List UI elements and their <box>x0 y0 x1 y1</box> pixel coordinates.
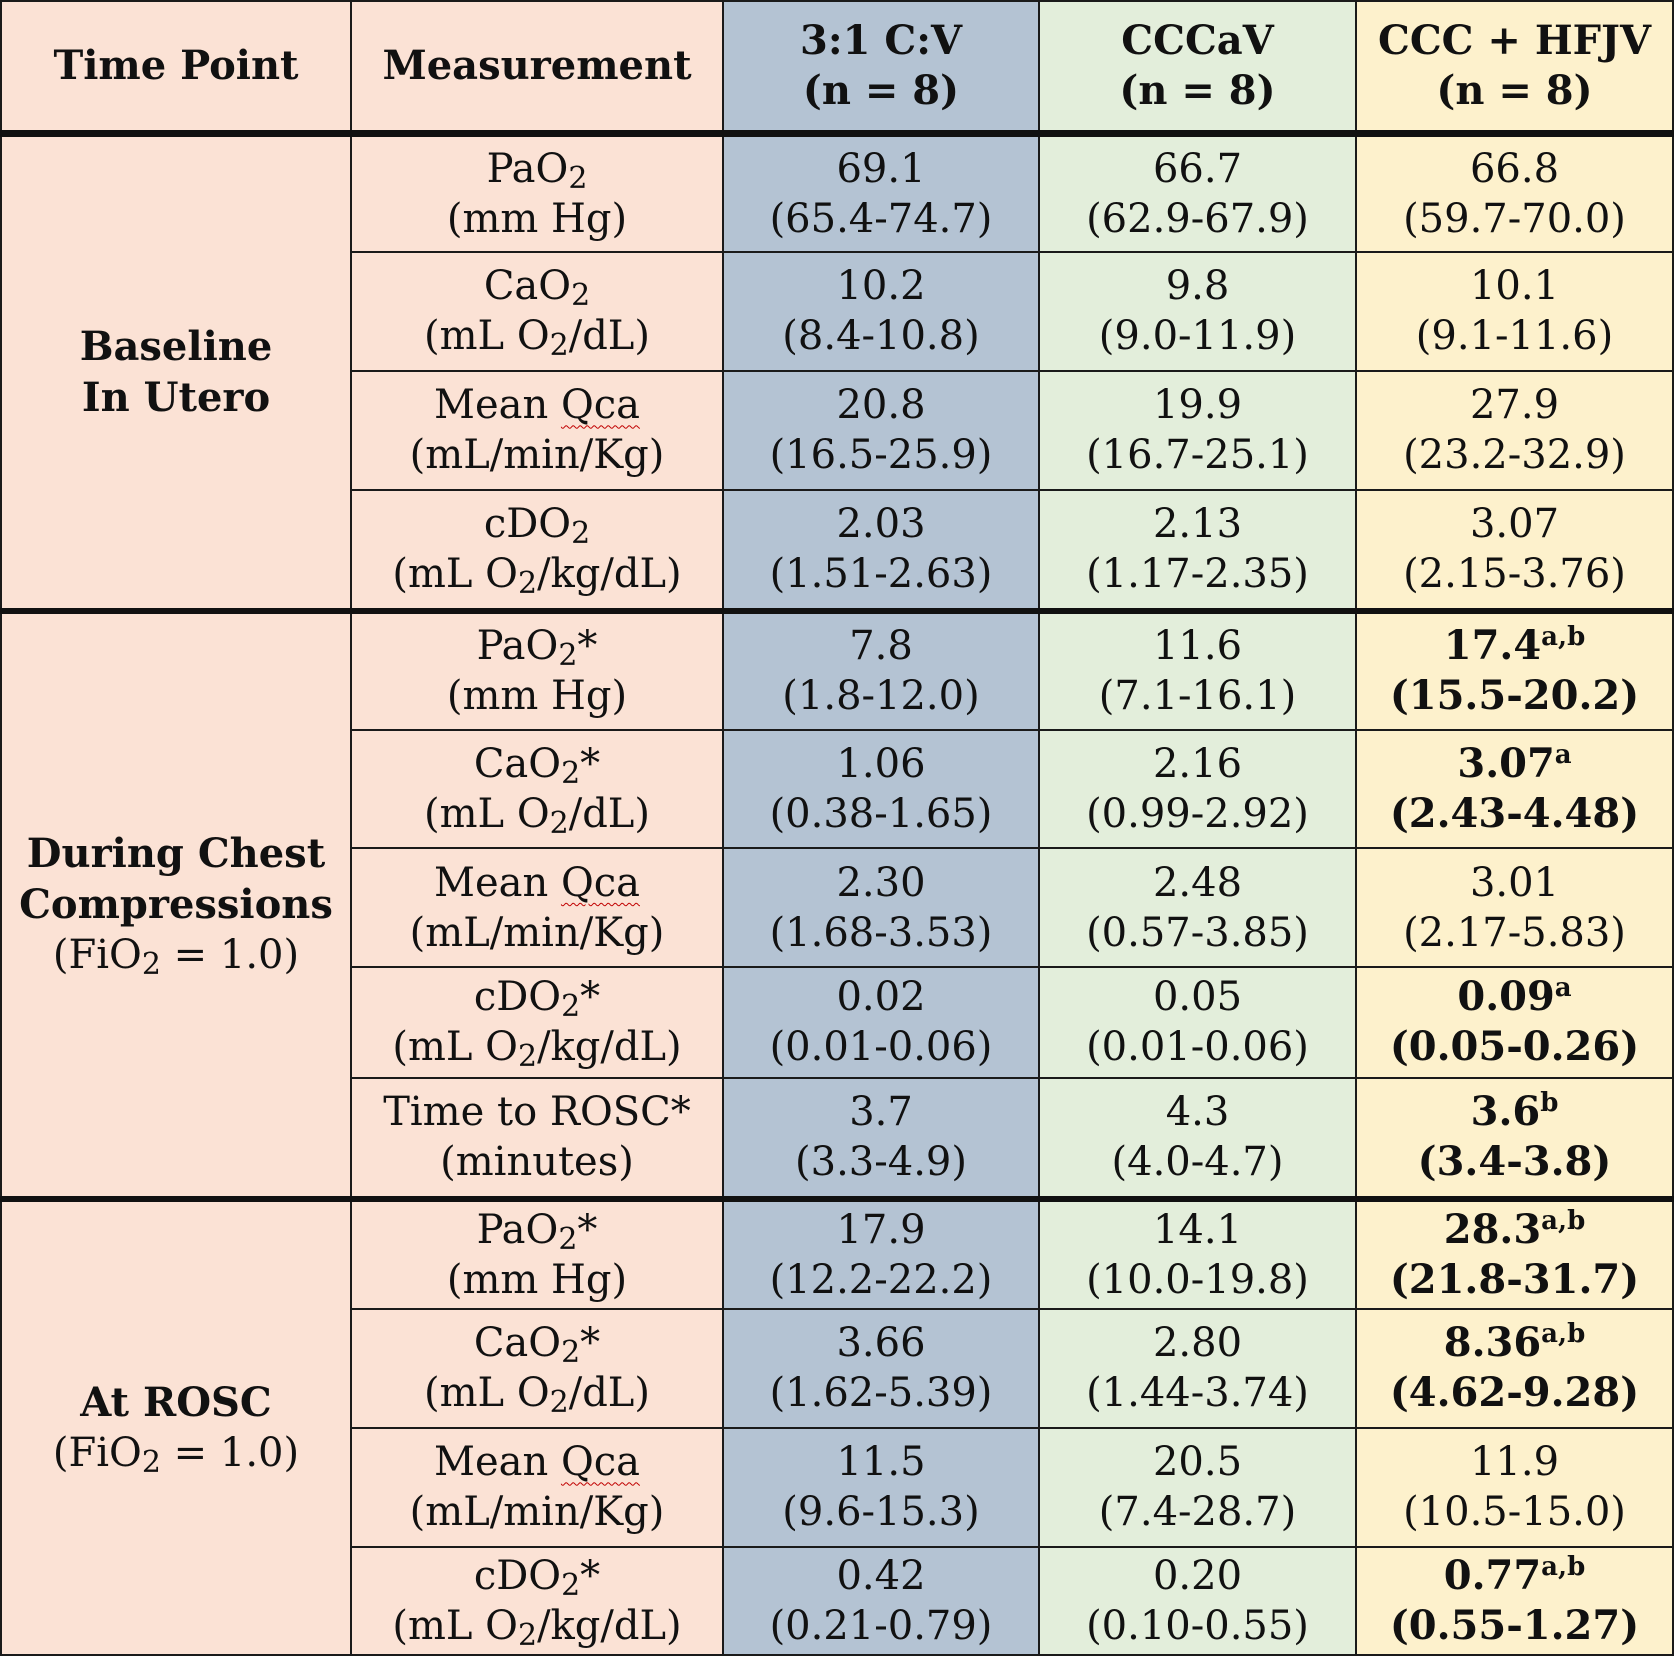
group-c-value <box>1356 730 1673 849</box>
group-b-value <box>1039 611 1356 730</box>
group-b-value <box>1039 1199 1356 1309</box>
median-value: 27.9 <box>1469 382 1560 429</box>
measurement-name: Mean Qca <box>434 382 640 429</box>
median-line <box>724 972 1038 1022</box>
measurement-name: cDO$_2$* <box>473 1552 601 1603</box>
median-value: 0.02 <box>836 974 926 1021</box>
iqr-value: (0.38-1.65) <box>769 790 993 837</box>
median-line <box>1040 1551 1355 1601</box>
iqr-value: (7.1-16.1) <box>1098 673 1297 720</box>
median-value: 19.9 <box>1152 382 1243 429</box>
group-a-value <box>723 967 1039 1077</box>
group-c-value <box>1356 967 1673 1077</box>
median-value: 11.6 <box>1152 623 1243 670</box>
iqr-value: (0.99-2.92) <box>1086 790 1309 837</box>
significance-marker: a <box>1554 739 1572 770</box>
group-b-value <box>1039 1547 1356 1655</box>
measurement-unit: (mm Hg) <box>446 195 628 242</box>
median-value: 7.8 <box>849 623 913 670</box>
median-value: 9.8 <box>1165 263 1230 310</box>
iqr-value: (65.4-74.7) <box>769 195 993 242</box>
median-line <box>724 499 1038 549</box>
median-value: 0.42 <box>836 1552 926 1599</box>
iqr-value: (1.44-3.74) <box>1086 1370 1309 1417</box>
significance-marker: a,b <box>1541 1205 1586 1236</box>
iqr-value: (1.68-3.53) <box>769 909 993 956</box>
iqr-value: (1.62-5.39) <box>769 1370 993 1417</box>
group-b-value <box>1039 730 1356 849</box>
group-a-value <box>723 730 1039 849</box>
measurement-unit: (mL $O_2/dL$) <box>424 1370 650 1421</box>
iqr-value: (10.5-15.0) <box>1403 1489 1626 1536</box>
group-c-value <box>1356 1199 1673 1309</box>
measurement-name: Mean Qca <box>434 859 640 906</box>
measurement-unit: (mm Hg) <box>446 673 628 720</box>
group-b-value <box>1039 967 1356 1077</box>
significance-marker: b <box>1540 1088 1559 1119</box>
measurement-cell <box>351 490 723 611</box>
iqr-value: (0.01-0.06) <box>1086 1024 1309 1071</box>
median-line <box>1040 1205 1355 1255</box>
group-a-value <box>723 848 1039 967</box>
measurement-name: Time to ROSC* <box>383 1089 691 1136</box>
iqr-value: (8.4-10.8) <box>782 313 980 360</box>
median-value: 3.07 <box>1457 739 1555 787</box>
median-line <box>1040 1087 1355 1137</box>
group-b-value <box>1039 371 1356 490</box>
measurement-name: CaO$_2$* <box>473 1320 601 1371</box>
time-point-header: Time Point <box>1 1 351 133</box>
median-line <box>1040 739 1355 789</box>
iqr-value: (9.6-15.3) <box>782 1489 980 1536</box>
median-line <box>1357 858 1672 908</box>
median-line <box>1357 621 1672 671</box>
measurement-name: cDO$_2$ <box>483 501 591 552</box>
median-value: 2.03 <box>836 501 926 548</box>
time-point-label: At ROSC <box>80 1378 272 1426</box>
group-a-value <box>723 490 1039 611</box>
median-line <box>1040 499 1355 549</box>
iqr-value: (15.5-20.2) <box>1389 672 1640 720</box>
median-line <box>724 621 1038 671</box>
measurement-unit: (mm Hg) <box>446 1256 628 1303</box>
median-value: 0.20 <box>1152 1552 1243 1599</box>
measurement-cell <box>351 611 723 730</box>
iqr-value: (10.0-19.8) <box>1086 1256 1309 1303</box>
group-b-value <box>1039 1078 1356 1199</box>
median-value: 2.16 <box>1152 740 1243 787</box>
median-value: 66.8 <box>1469 145 1560 192</box>
measurement-cell <box>351 1078 723 1199</box>
iqr-value: (0.01-0.06) <box>769 1024 993 1071</box>
iqr-value: (59.7-70.0) <box>1403 195 1626 242</box>
iqr-value: (0.55-1.27) <box>1389 1601 1640 1649</box>
iqr-value: (1.51-2.63) <box>769 551 993 598</box>
time-point-label: During Chest <box>26 830 326 878</box>
group-b-header: CCCaV (n = 8) <box>1039 1 1356 133</box>
group-b-value <box>1039 1309 1356 1428</box>
group-c-value <box>1356 252 1673 371</box>
measurement-cell <box>351 1428 723 1547</box>
median-line <box>724 858 1038 908</box>
time-point-note: (FiO$_2$ = 1.0) <box>52 932 300 983</box>
group-c-value <box>1356 490 1673 611</box>
median-line <box>724 1551 1038 1601</box>
median-line <box>1040 380 1355 430</box>
median-value: 10.1 <box>1469 263 1560 310</box>
median-line <box>1357 1087 1672 1137</box>
median-value: 2.48 <box>1152 859 1243 906</box>
iqr-value: (9.1-11.6) <box>1415 313 1614 360</box>
median-line <box>1357 261 1672 311</box>
median-value: 0.09 <box>1457 973 1555 1021</box>
iqr-value: (16.7-25.1) <box>1086 432 1309 479</box>
time-point-label: Compressions <box>19 881 333 929</box>
median-value: 8.36 <box>1443 1319 1542 1367</box>
measurement-unit: (mL $O_2/kg/dL$) <box>392 551 682 602</box>
measurement-unit: (minutes) <box>440 1139 634 1186</box>
measurement-name: PaO$_2$* <box>476 623 598 674</box>
time-point-cell <box>1 611 351 1199</box>
measurement-cell <box>351 848 723 967</box>
group-a-value <box>723 133 1039 252</box>
median-value: 20.5 <box>1152 1439 1243 1486</box>
median-value: 28.3 <box>1443 1205 1542 1253</box>
measurement-unit: (mL $O_2/dL$) <box>424 790 650 841</box>
median-value: 2.80 <box>1152 1320 1243 1367</box>
group-c-value <box>1356 1078 1673 1199</box>
iqr-value: (0.57-3.85) <box>1086 909 1309 956</box>
median-line <box>1357 972 1672 1022</box>
measurement-cell <box>351 1309 723 1428</box>
time-point-label: In Utero <box>81 374 271 422</box>
group-a-value <box>723 1547 1039 1655</box>
measurement-unit: (mL $O_2/kg/dL$) <box>392 1602 682 1653</box>
group-c-value <box>1356 1309 1673 1428</box>
median-line <box>724 1205 1038 1255</box>
measurement-cell <box>351 730 723 849</box>
iqr-value: (2.15-3.76) <box>1403 551 1626 598</box>
iqr-value: (1.17-2.35) <box>1086 551 1309 598</box>
group-a-header: 3:1 C:V (n = 8) <box>723 1 1039 133</box>
group-b-value <box>1039 848 1356 967</box>
median-line <box>1357 1318 1672 1368</box>
measurement-unit: (mL/min/Kg) <box>409 909 665 956</box>
measurement-cell <box>351 1547 723 1655</box>
group-b-value <box>1039 133 1356 252</box>
group-c-header: CCC + HFJV (n = 8) <box>1356 1 1673 133</box>
iqr-value: (1.8-12.0) <box>782 673 980 720</box>
median-line <box>724 1087 1038 1137</box>
median-line <box>1040 1437 1355 1487</box>
median-value: 0.05 <box>1152 974 1243 1021</box>
group-b-value <box>1039 252 1356 371</box>
median-line <box>1040 261 1355 311</box>
iqr-value: (16.5-25.9) <box>769 432 993 479</box>
median-value: 3.7 <box>849 1089 913 1136</box>
measurement-unit: (mL/min/Kg) <box>409 1489 665 1536</box>
median-line <box>724 261 1038 311</box>
significance-marker: a,b <box>1541 1319 1586 1350</box>
group-a-value <box>723 371 1039 490</box>
significance-marker: a <box>1554 973 1572 1004</box>
median-line <box>724 380 1038 430</box>
iqr-value: (3.3-4.9) <box>795 1139 967 1186</box>
group-c-value <box>1356 1428 1673 1547</box>
table-row <box>1 1199 1673 1309</box>
time-point-label: Baseline <box>79 323 273 371</box>
median-line <box>1040 144 1355 194</box>
median-line <box>1357 499 1672 549</box>
measurement-unit: (mL $O_2/kg/dL$) <box>392 1024 682 1075</box>
time-point-note: (FiO$_2$ = 1.0) <box>52 1429 300 1480</box>
median-value: 11.9 <box>1469 1439 1560 1486</box>
group-b-value <box>1039 490 1356 611</box>
median-value: 14.1 <box>1152 1206 1243 1253</box>
median-value: 2.13 <box>1152 501 1243 548</box>
measurement-cell <box>351 967 723 1077</box>
median-value: 66.7 <box>1152 145 1243 192</box>
iqr-value: (9.0-11.9) <box>1098 313 1297 360</box>
median-line <box>1357 739 1672 789</box>
median-line <box>1357 380 1672 430</box>
iqr-value: (0.10-0.55) <box>1086 1602 1309 1649</box>
iqr-value: (0.21-0.79) <box>769 1602 993 1649</box>
group-a-value <box>723 611 1039 730</box>
iqr-value: (12.2-22.2) <box>769 1256 993 1303</box>
group-c-value <box>1356 848 1673 967</box>
median-line <box>1357 1205 1672 1255</box>
group-a-value <box>723 1309 1039 1428</box>
iqr-value: (23.2-32.9) <box>1403 432 1626 479</box>
group-c-value <box>1356 1547 1673 1655</box>
median-value: 11.5 <box>836 1439 926 1486</box>
iqr-value: (2.17-5.83) <box>1403 909 1626 956</box>
iqr-value: (4.62-9.28) <box>1389 1369 1640 1417</box>
iqr-value: (2.43-4.48) <box>1389 789 1640 837</box>
group-c-value <box>1356 133 1673 252</box>
median-value: 3.01 <box>1469 859 1560 906</box>
header-row <box>1 1 1673 133</box>
median-line <box>724 1437 1038 1487</box>
median-line <box>1357 144 1672 194</box>
median-line <box>724 1318 1038 1368</box>
measurement-unit: (mL/min/Kg) <box>409 432 665 479</box>
median-value: 3.6 <box>1470 1088 1541 1136</box>
group-a-value <box>723 252 1039 371</box>
iqr-value: (62.9-67.9) <box>1086 195 1309 242</box>
measurement-unit: (mL $O_2/dL$) <box>424 313 650 364</box>
measurement-name: PaO$_2$ <box>486 145 588 196</box>
median-value: 69.1 <box>836 145 926 192</box>
table-row <box>1 133 1673 252</box>
median-value: 3.07 <box>1469 501 1560 548</box>
median-value: 17.4 <box>1443 622 1542 670</box>
median-line <box>724 739 1038 789</box>
median-line <box>1357 1551 1672 1601</box>
median-value: 3.66 <box>836 1320 926 1367</box>
measurement-name: Mean Qca <box>434 1439 640 1486</box>
median-value: 17.9 <box>836 1206 926 1253</box>
group-a-value <box>723 1078 1039 1199</box>
measurement-name: CaO$_2$* <box>473 740 601 791</box>
significance-marker: a,b <box>1541 622 1586 653</box>
median-line <box>1040 621 1355 671</box>
measurement-header: Measurement <box>351 1 723 133</box>
measurement-name: PaO$_2$* <box>476 1206 598 1257</box>
group-b-value <box>1039 1428 1356 1547</box>
measurement-cell <box>351 252 723 371</box>
group-a-value <box>723 1428 1039 1547</box>
median-value: 0.77 <box>1443 1551 1542 1599</box>
iqr-value: (4.0-4.7) <box>1111 1139 1284 1186</box>
measurement-cell <box>351 133 723 252</box>
median-value: 2.30 <box>836 859 926 906</box>
group-c-value <box>1356 611 1673 730</box>
measurement-name: cDO$_2$* <box>473 974 601 1025</box>
iqr-value: (3.4-3.8) <box>1417 1138 1612 1186</box>
group-c-value <box>1356 371 1673 490</box>
median-line <box>1040 1318 1355 1368</box>
time-point-cell <box>1 133 351 611</box>
iqr-value: (7.4-28.7) <box>1098 1489 1297 1536</box>
time-point-cell <box>1 1199 351 1655</box>
median-line <box>1040 858 1355 908</box>
iqr-value: (21.8-31.7) <box>1389 1255 1640 1303</box>
table-row <box>1 611 1673 730</box>
measurement-cell <box>351 1199 723 1309</box>
measurement-name: CaO$_2$ <box>483 263 591 314</box>
median-value: 20.8 <box>836 382 926 429</box>
median-value: 4.3 <box>1165 1089 1230 1136</box>
group-a-value <box>723 1199 1039 1309</box>
median-line <box>1040 972 1355 1022</box>
median-line <box>1357 1437 1672 1487</box>
iqr-value: (0.05-0.26) <box>1389 1023 1640 1071</box>
significance-marker: a,b <box>1541 1551 1586 1582</box>
measurement-cell <box>351 371 723 490</box>
median-value: 10.2 <box>836 263 926 310</box>
median-value: 1.06 <box>836 740 926 787</box>
median-line <box>724 144 1038 194</box>
